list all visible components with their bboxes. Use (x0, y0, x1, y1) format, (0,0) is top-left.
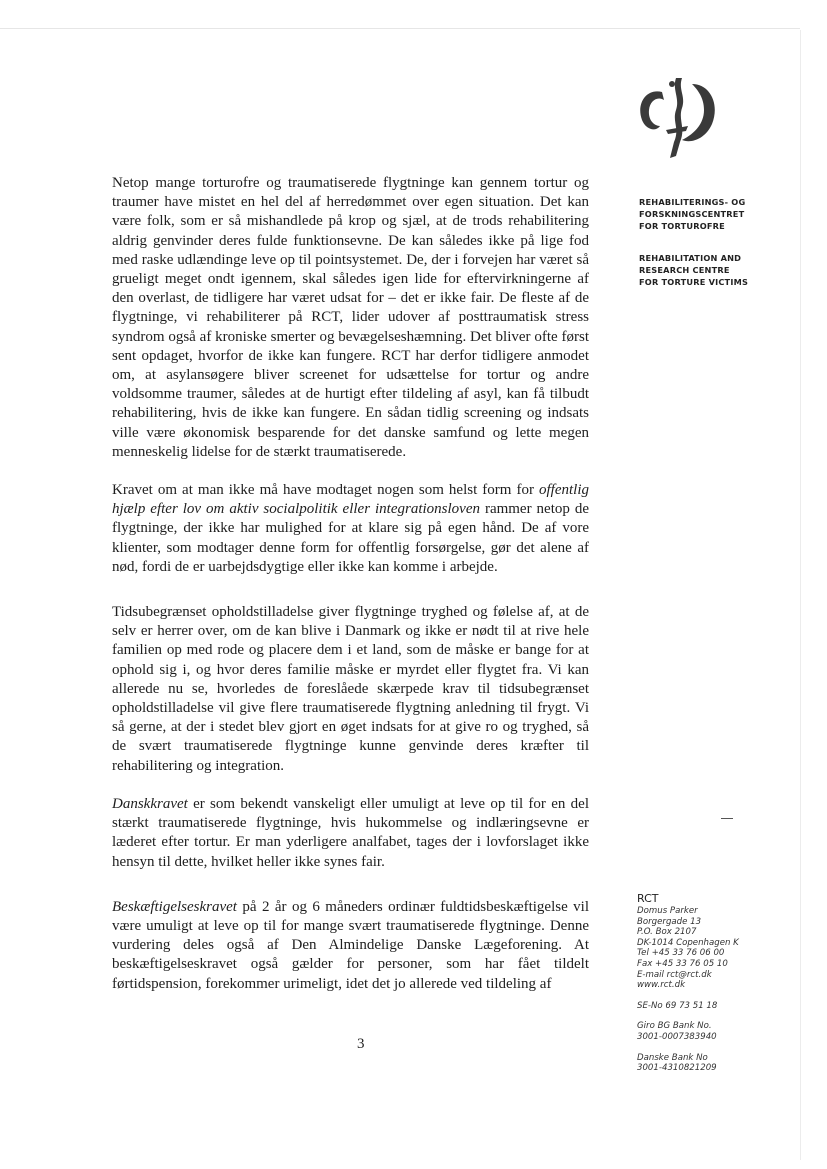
margin-dash (721, 818, 733, 819)
paragraph-public-assistance: Kravet om at man ikke må have modtaget nogen som helst form for offentlig hjælp efter lov om aktiv socialpolitik eller integrationsloven rammer netop de flygtninge, der ikke har mulighed for at klare sig på egen hånd. De af vore klienter, som modtager denne form for offentlig forsørgelse, gør det alene af nød, fordi de er uarbejdsdygtige eller ikke kan komme i arbejde. (112, 482, 589, 575)
contact-fax: Fax +45 33 76 05 10 (637, 958, 728, 969)
paragraph-points-system: Netop mange torturofre og traumatiserede flygtninge kan gennem tortur og traumer have mistet en hel del af herredømmet over egen situation. Det kan være folk, som er så mishandlede på krop og sjæl, at de trods rehabilitering aldrig genvinder deres fulde funktionsevne. De kan således ikke på lige fod med raske udlændinge leve op til pointsystemet. De, der i forvejen har været så grueligt meget ondt igennem, skal således igen lide for eftervirkningerne af den overlast, de tidligere har været udsat for – det er ikke fair. De fleste af de flygtninge, vi rehabiliterer på RCT, lider udover af posttraumatisk stress syndrom også af kroniske smerter og bevægelseshæmning. Det bliver ofte først sent opdaget, hvorfor de ikke kan fungere. RCT har derfor tidligere anmodet om, at asylansøgere bliver screenet for udsættelse for tortur og andre voldsomme traumer, således at de hurtigt efter tildeling af asyl, kan få tilbudt rehabilitering, hvis de ikke kan fungere. En sådan tidlig screening og indsats ville være økonomisk besparende for det danske samfund og lette megen menneskelig lidelse for de stærkt traumatiserede. (112, 175, 589, 460)
org-name-danish (639, 196, 745, 232)
contact-address-line: Borgergade 13 (637, 916, 702, 927)
emphasis-term: Danskkravet (112, 795, 188, 812)
contact-address-line: P.O. Box 2107 (637, 927, 697, 938)
rct-logo-icon (632, 70, 722, 160)
org-name-line: REHABILITERINGS- OG (639, 197, 746, 207)
paragraph-employment-requirement: Beskæftigelseskravet på 2 år og 6 måneders ordinær fuldtidsbeskæftigelse vil være umuligt at leve op til for mange svært traumatiserede flygtninge. Denne vurdering deles også af Den Almindelige Danske Lægeforening. At beskæftigelseskravet også gælder for personer, som har fået tildelt førtidspension, forekommer urimeligt, idet det jo allerede ved tildeling af (112, 898, 589, 992)
scan-edge-right (800, 30, 801, 1160)
contact-giro-label: Giro BG Bank No. (637, 1021, 712, 1032)
contact-address-line: DK-1014 Copenhagen K (637, 937, 739, 948)
org-name-english (639, 252, 748, 288)
org-name-line: REHABILITATION AND (639, 253, 742, 263)
contact-se-number: SE-No 69 73 51 18 (637, 1000, 718, 1011)
page-number: 3 (357, 1036, 365, 1052)
paragraph-language-requirement: Danskkravet er som bekendt vanskeligt eller umuligt at leve op til for en del stærkt traumatiserede flygtninge, hvis hukommelse og indlæringsevne er læderet efter tortur. Er man yderligere analfabet, tages der i lovforslaget ikke hensyn til dette, hvilket heller ikke synes fair. (112, 795, 589, 870)
contact-phone: Tel +45 33 76 06 00 (637, 948, 725, 959)
contact-bank-number: 3001-4310821209 (637, 1063, 717, 1074)
emphasis-law-reference: offentlig hjælp efter lov om aktiv socialpolitik eller integrationsloven (112, 482, 589, 518)
contact-address-line: Domus Parker (637, 906, 698, 916)
org-name-line: RESEARCH CENTRE (639, 265, 730, 275)
letter-body (112, 174, 589, 1016)
contact-website: www.rct.dk (637, 980, 686, 991)
paragraph-permanent-residence: Tidsubegrænset opholdstilladelse giver flygtninge tryghed og følelse af, at de selv er herrer over, om de kan blive i Danmark og ikke er nødt til at rive hele familien op med rode og placere dem i et land, som de måske er bange for at ophold sig i, og hvor deres familie måske er myrdet eller flygtet fra. Vi kan allerede nu se, hvorledes de foreslåede skærpede krav til tidsubegrænset opholdstilladelse vil give flere traumatiserede flygtning anledning til frygt. Vi så gerne, at der i stedet blev gjort en øget indsats for at give ro og tryghed, så de svært traumatiserede flygtninge kunne genvinde deres kræfter til rehabilitering og integration. (112, 604, 589, 774)
scan-edge-top (0, 28, 800, 29)
org-name-line: FOR TORTUROFRE (639, 221, 725, 231)
contact-bank-label: Danske Bank No (637, 1052, 708, 1063)
emphasis-term: Beskæftigelseskravet (112, 898, 237, 915)
contact-email: E-mail rct@rct.dk (637, 969, 712, 980)
contact-block (637, 892, 739, 1074)
org-name-line: FOR TORTURE VICTIMS (639, 277, 749, 287)
org-name-line: FORSKNINGSCENTRET (639, 209, 745, 219)
contact-giro-number: 3001-0007383940 (637, 1031, 717, 1042)
contact-org-name: RCT (637, 892, 659, 905)
